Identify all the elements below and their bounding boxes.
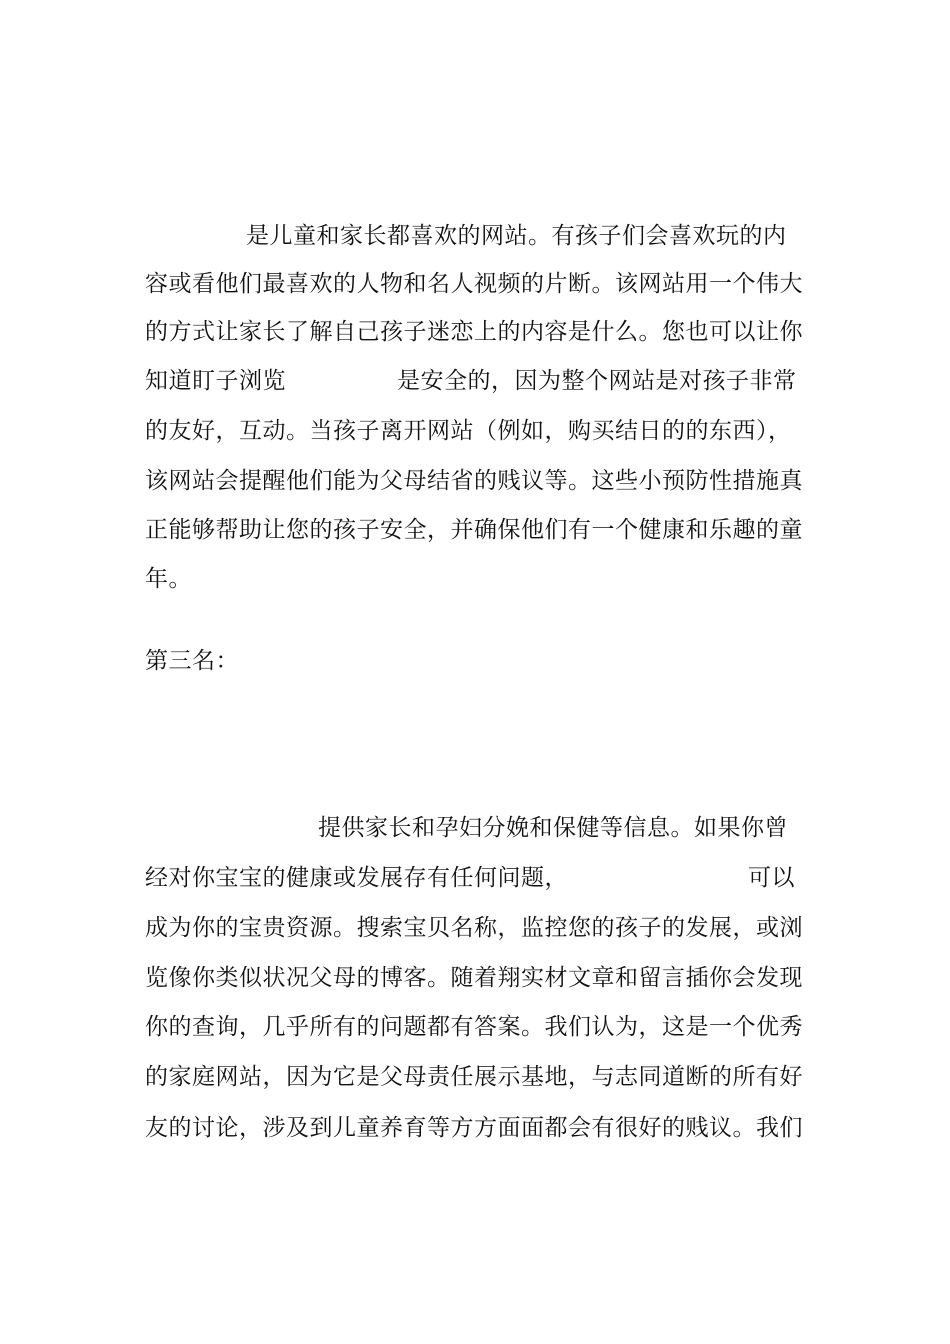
paragraph-2-line-1 bbox=[0, 806, 950, 850]
text-segment: 年。 bbox=[145, 566, 192, 592]
text-segment: 是安全的，因为整个网站是对孩子非常 bbox=[397, 368, 797, 394]
paragraph-1-line-8 bbox=[0, 557, 950, 601]
paragraph-2-line-7 bbox=[0, 1106, 950, 1150]
text-segment: 容或看他们最喜欢的人物和名人视频的片断。该网站用一个伟大 bbox=[145, 271, 803, 297]
paragraph-2-line-5 bbox=[0, 1005, 950, 1049]
heading-third-place bbox=[0, 639, 950, 683]
text-segment: 经对你宝宝的健康或发展存有任何问题， bbox=[145, 865, 568, 891]
paragraph-1-line-3 bbox=[0, 310, 950, 354]
paragraph-1-line-7 bbox=[0, 508, 950, 552]
text-segment: 可以 bbox=[748, 865, 795, 891]
paragraph-1-line-4 bbox=[0, 359, 950, 403]
text-segment: 你的查询，几乎所有的问题都有答案。我们认为，这是一个优秀 bbox=[145, 1014, 803, 1040]
text-segment: 该网站会提醒他们能为父母结省的贱议等。这些小预防性措施真 bbox=[145, 468, 803, 494]
text-segment: 的友好，互动。当孩子离开网站（例如，购买结日的的东西）， bbox=[145, 418, 792, 444]
text-segment: 知道盯子浏览 bbox=[145, 368, 286, 394]
text-segment: 览像你类似状况父母的博客。随着翔实材文章和留言插你会发现 bbox=[145, 965, 803, 991]
paragraph-1-line-5 bbox=[0, 409, 950, 453]
paragraph-1-line-2 bbox=[0, 262, 950, 306]
paragraph-2-line-4 bbox=[0, 956, 950, 1000]
paragraph-2-line-2 bbox=[0, 856, 950, 900]
paragraph-2-line-6 bbox=[0, 1055, 950, 1099]
text-segment: 成为你的宝贵资源。搜索宝贝名称，监控您的孩子的发展，或浏 bbox=[145, 915, 803, 941]
paragraph-1-line-1 bbox=[0, 214, 950, 258]
text-segment: 正能够帮助让您的孩子安全，并确保他们有一个健康和乐趣的童 bbox=[145, 517, 803, 543]
text-segment: 的方式让家长了解自己孩子迷恋上的内容是什么。您也可以让你 bbox=[145, 319, 803, 345]
text-segment: 的家庭网站，因为它是父母责任展示基地，与志同道断的所有好 bbox=[145, 1064, 803, 1090]
text-segment: 友的讨论，涉及到儿童养育等方方面面都会有很好的贱议。我们 bbox=[145, 1115, 803, 1141]
text-segment: 是儿童和家长都喜欢的网站。有孩子们会喜欢玩的内 bbox=[246, 223, 787, 249]
paragraph-1-line-6 bbox=[0, 459, 950, 503]
paragraph-2-line-3 bbox=[0, 906, 950, 950]
text-segment: 提供家长和孕妇分娩和保健等信息。如果你曾 bbox=[318, 815, 788, 841]
heading-text: 第三名： bbox=[145, 648, 239, 674]
